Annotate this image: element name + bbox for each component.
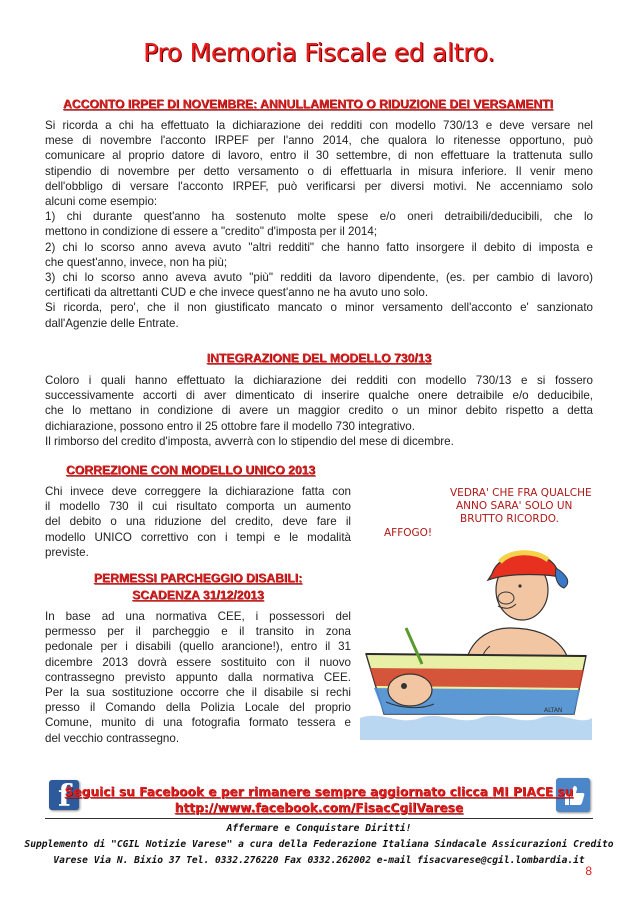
text-line: contrassegno previsto appunto dalla normativa CEE. — [45, 670, 351, 684]
text-line: successivamente accorti di aver dimenticato di inserire qualche onere detraibile e/o deducibile, — [45, 389, 593, 403]
facebook-icon[interactable]: f — [49, 780, 79, 810]
text-line: dicembre 2013 dovrà essere sostituito con il nuovo — [45, 655, 351, 669]
text-line: modello UNICO correttivo con i tempi e le modalità — [45, 530, 351, 544]
section-heading-permessi-scadenza: SCADENZA 31/12/2013 — [132, 588, 264, 602]
text-line: 3) chi lo scorso anno aveva avuto "più" redditi da lavoro dipendente, (es. per cambio di lavoro) — [45, 271, 593, 285]
text-line: 2) chi lo scorso anno aveva avuto "altri redditi" che hanno fatto insorgere il debito di imposta e — [45, 240, 593, 254]
cartoon-illustration — [360, 478, 592, 748]
facebook-invite-text: Seguici su Facebook e per rimanere sempre aggiornato clicca MI PIACE su — [64, 785, 574, 799]
text-line: stipendio di novembre per detto versamento o di effettuarla in misura inferiore. Il venir meno — [45, 164, 593, 178]
cartoon-speech-line-2: ANNO SARA' SOLO UN — [456, 500, 573, 512]
cartoon-signature: ALTAN — [544, 707, 563, 714]
text-line: mese di novembre l'acconto IRPEF per l'anno 2014, che qualora lo ritenesse opportuno, può — [45, 134, 593, 148]
section-heading-integrazione: INTEGRAZIONE DEL MODELLO 730/13 — [206, 351, 432, 365]
section-heading-acconto: ACCONTO IRPEF DI NOVEMBRE: ANNULLAMENTO O RIDUZIONE DEI VERSAMENTI — [63, 97, 553, 111]
water — [360, 716, 592, 740]
text-line: dichiarazione, possono entro il 25 ottobre fare il modello 730 integrativo. — [45, 419, 415, 433]
text-line: mettono in condizione di essere a "credito" d'imposta per il 2014; — [45, 225, 378, 239]
footer-address: Varese Via N. Bixio 37 Tel. 0332.276220 Fax 0332.262002 e-mail fisacvarese@cgil.lombardia.it — [53, 855, 585, 866]
footer-motto: Affermare e Conquistare Diritti! — [226, 823, 412, 834]
text-line: Si ricorda a chi ha effettuato la dichiarazione dei redditi con modello 730/13 e deve versare nel — [45, 119, 593, 132]
text-line: comunicare al proprio datore di lavoro, entro il 30 settembre, di non effettuare la trattenuta sullo — [45, 149, 593, 163]
cartoon-speech-line-1: VEDRA' CHE FRA QUALCHE — [450, 487, 592, 499]
text-line: presso il Comando della Polizia Locale del proprio — [45, 701, 351, 715]
text-line: dall'Agenzie delle Entrate. — [45, 316, 179, 330]
text-line: Per la sua sostituzione occorre che il disabile si rechi — [45, 686, 351, 700]
paragraph-integrazione — [45, 373, 593, 449]
text-line: Il rimborso del credito d'imposta, avverrà con lo stipendio del mese di dicembre. — [45, 434, 454, 448]
text-line: certificati da altrettanti CUD e che invece quest'anno ne ha avuto uno solo. — [45, 286, 429, 300]
paragraph-acconto — [45, 118, 593, 331]
text-line: previste. — [45, 545, 89, 559]
text-line: alcuni come esempio: — [45, 195, 158, 209]
cartoon-speech-line-3: BRUTTO RICORDO. — [460, 513, 559, 525]
page-number: 8 — [585, 864, 592, 878]
text-line: del vecchio contrassegno. — [45, 731, 180, 745]
section-heading-correzione: CORREZIONE CON MODELLO UNICO 2013 — [66, 463, 316, 477]
text-line: Si ricorda, pero', che il non giustificato mancato o minor versamento dell'acconto e' sanzionato — [45, 301, 593, 315]
page-title: Pro Memoria Fiscale ed altro. — [143, 38, 495, 67]
cartoon-shout: AFFOGO! — [384, 527, 433, 539]
footer-supplement: Supplemento di "CGIL Notizie Varese" a cura della Federazione Italiana Sindacale Assicurazioni Credito — [24, 839, 614, 850]
text-line: dell'obbligo di versare l'acconto IRPEF, può verificarsi per diversi motivi. Ne accenniamo solo — [45, 179, 593, 193]
facebook-link[interactable]: http://www.facebook.com/FisacCgilVarese — [174, 801, 464, 815]
paragraph-permessi — [45, 609, 351, 746]
text-line: permesso per il parcheggio e il transito in zona — [45, 625, 351, 639]
text-line: che lo mettano in condizione di avere un maggior credito o un minor debito rispetto a detta — [45, 404, 593, 418]
paragraph-correzione — [45, 484, 351, 560]
text-line: pedonale per i disabili (quello arancione!), entro il 31 — [45, 640, 351, 654]
text-line: il modello 730 il cui risultato comporta un aumento — [45, 500, 351, 514]
section-heading-permessi: PERMESSI PARCHEGGIO DISABILI: — [93, 571, 303, 585]
text-line: che quest'anno, invece, non ha più; — [45, 255, 228, 269]
text-line: In base ad una normativa CEE, i possessori del — [45, 610, 351, 623]
text-line: Chi invece deve correggere la dichiarazione fatta con — [45, 485, 351, 498]
text-line: del debito o una riduzione del credito, deve fare il — [45, 515, 351, 529]
footer-divider — [45, 818, 593, 819]
text-line: Comune, munito di una fotografia formato tessera e — [45, 716, 351, 730]
text-line: 1) chi durante quest'anno ha sostenuto molte spese e/o oneri detraibili/deducibili, che lo — [45, 210, 593, 224]
text-line: Coloro i quali hanno effettuato la dichiarazione dei redditi con modello 730/13 e si fossero — [45, 374, 593, 387]
